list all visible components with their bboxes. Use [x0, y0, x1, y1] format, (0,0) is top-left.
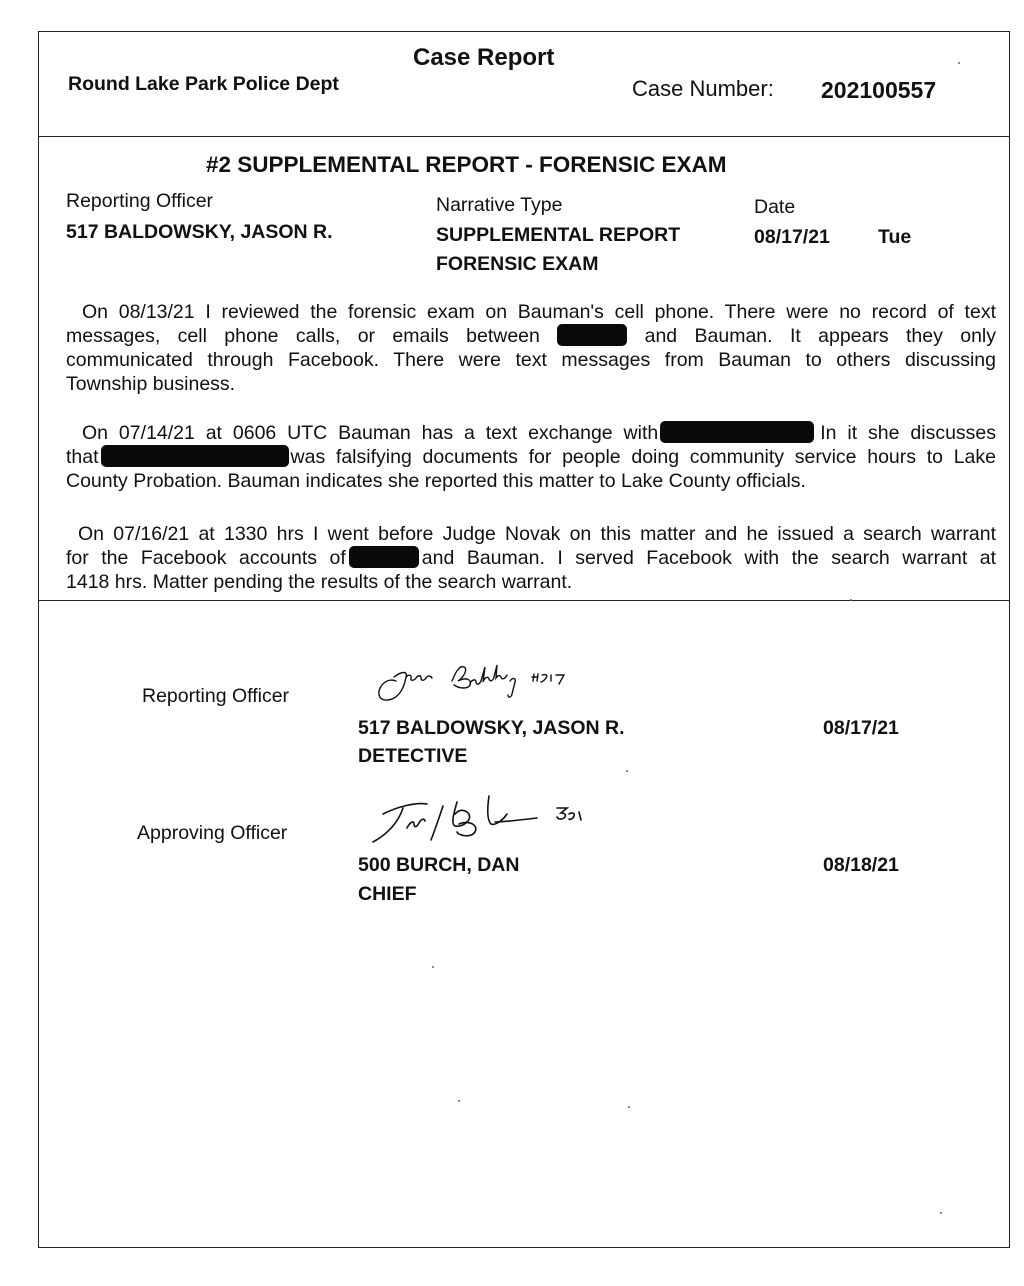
- narrative-line: [66, 546, 996, 570]
- sig-approving-officer-name: 500 BURCH, DAN: [358, 854, 520, 876]
- narrative-text: On 07/14/21 at 0606 UTC Bauman has a text exchange with: [82, 422, 659, 444]
- narrative-text: and Bauman. It appears they only: [644, 325, 996, 347]
- narrative-divider: [38, 600, 1010, 601]
- sig-reporting-officer-name: 517 BALDOWSKY, JASON R.: [358, 717, 625, 739]
- narrative-line: On 07/16/21 at 1330 hrs I went before Judge Novak on this matter and he issued a search warrant: [78, 523, 996, 545]
- sig-approving-officer-title: CHIEF: [358, 883, 417, 905]
- sig-reporting-officer-title: DETECTIVE: [358, 745, 468, 767]
- report-date: 08/17/21: [754, 226, 830, 248]
- department-name: Round Lake Park Police Dept: [68, 73, 339, 95]
- report-heading: #2 SUPPLEMENTAL REPORT - FORENSIC EXAM: [206, 152, 727, 177]
- scan-speck: [626, 770, 628, 772]
- scan-speck: [432, 966, 434, 968]
- sig-reporting-officer-label: Reporting Officer: [142, 685, 290, 707]
- narrative-line: Township business.: [66, 373, 236, 395]
- scan-speck: [628, 1106, 630, 1108]
- redaction: [660, 421, 814, 443]
- narrative-text: was falsifying documents for people doing community service hours to Lake: [290, 446, 996, 468]
- narrative-text: and Bauman. I served Facebook with the search warrant at: [421, 547, 997, 569]
- narrative-paragraph-3: [66, 522, 996, 594]
- narrative-text: messages, cell phone calls, or emails between: [66, 325, 540, 347]
- narrative-line: [66, 445, 996, 469]
- narrative-paragraph-2: [66, 421, 996, 493]
- narrative-line: [66, 324, 996, 348]
- reporting-officer-label: Reporting Officer: [66, 190, 214, 212]
- scan-speck: [958, 62, 960, 64]
- approving-officer-signature: [355, 790, 605, 850]
- narrative-type-label: Narrative Type: [436, 194, 563, 216]
- reporting-officer-signature: [372, 655, 602, 710]
- header-divider: [38, 136, 1010, 137]
- sig-approving-officer-date: 08/18/21: [823, 854, 899, 876]
- date-label: Date: [754, 196, 796, 218]
- reporting-officer-value: 517 BALDOWSKY, JASON R.: [66, 221, 333, 243]
- case-number: 202100557: [821, 77, 937, 103]
- narrative-line: On 08/13/21 I reviewed the forensic exam on Bauman's cell phone. There were no record of text: [82, 301, 996, 323]
- scan-speck: [850, 599, 852, 601]
- sig-reporting-officer-date: 08/17/21: [823, 717, 899, 739]
- report-title: Case Report: [413, 44, 555, 71]
- report-day: Tue: [878, 226, 912, 248]
- narrative-text: In it she discusses: [820, 422, 997, 444]
- scan-speck: [940, 1212, 942, 1214]
- case-number-label: Case Number:: [632, 76, 774, 101]
- narrative-text: that: [66, 446, 99, 468]
- narrative-paragraph-1: [66, 300, 996, 396]
- redaction: [557, 324, 627, 346]
- narrative-type-line2: FORENSIC EXAM: [436, 253, 599, 275]
- narrative-line: communicated through Facebook. There were text messages from Bauman to others discussing: [66, 349, 996, 371]
- narrative-line: County Probation. Bauman indicates she reported this matter to Lake County officials.: [66, 470, 806, 492]
- narrative-text: for the Facebook accounts of: [66, 547, 346, 569]
- narrative-line: [66, 421, 996, 445]
- narrative-type-line1: SUPPLEMENTAL REPORT: [436, 224, 681, 246]
- sig-approving-officer-label: Approving Officer: [137, 822, 288, 844]
- redaction: [101, 445, 289, 467]
- redaction: [349, 546, 419, 568]
- scan-speck: [458, 1100, 460, 1102]
- narrative-line: 1418 hrs. Matter pending the results of the search warrant.: [66, 571, 573, 593]
